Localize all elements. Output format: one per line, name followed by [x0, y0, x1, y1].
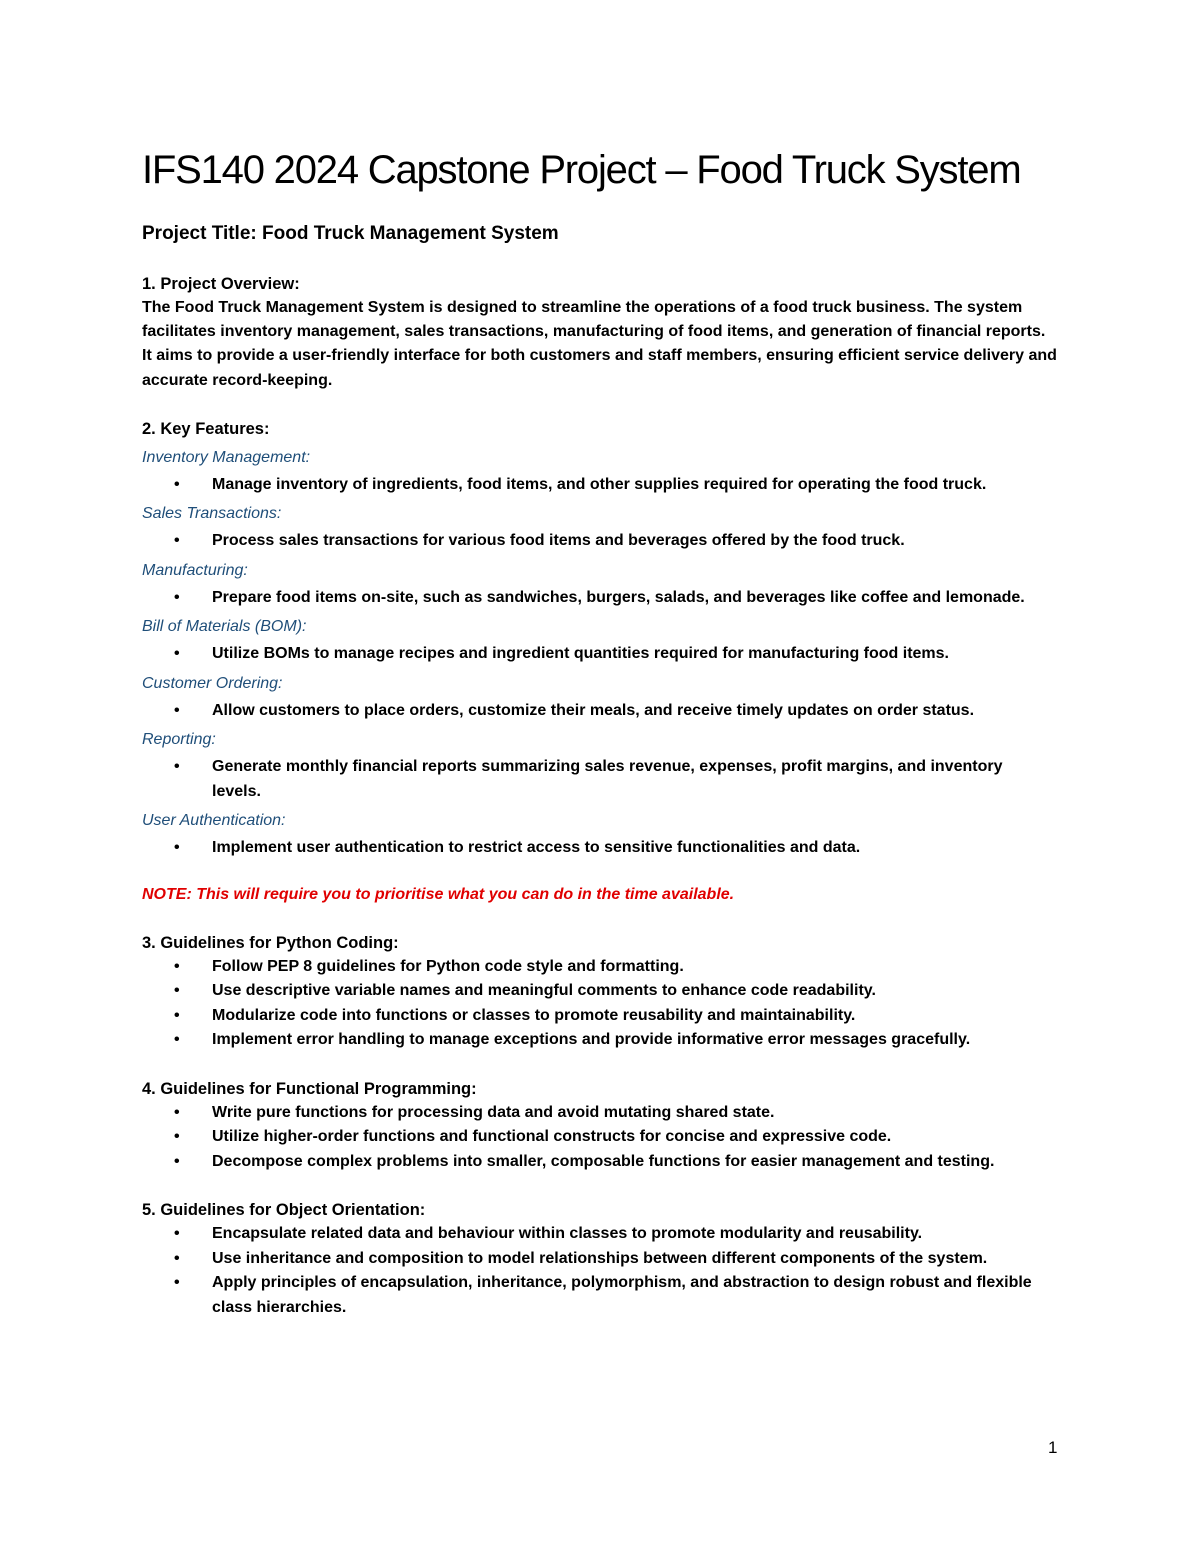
feature-label: Reporting:	[142, 731, 216, 749]
feature-customer-ordering	[142, 674, 1062, 724]
python-guidelines-list	[142, 955, 1062, 1053]
list-item	[142, 955, 1062, 980]
feature-label: Customer Ordering:	[142, 674, 283, 692]
bullet-icon: •	[174, 1274, 180, 1292]
list-item-text: Write pure functions for processing data and avoid mutating shared state.	[212, 1103, 775, 1121]
list-item	[142, 1028, 1062, 1053]
list-item-text: Modularize code into functions or classes to promote reusability and maintainability.	[212, 1006, 856, 1024]
list-item-text: Utilize higher-order functions and functional constructs for concise and expressive code.	[212, 1128, 892, 1146]
overview-text: The Food Truck Management System is designed to streamline the operations of a food truck business. The system facilitates inventory management, sales transactions, manufacturing of food items, and generation of financial reports. It aims to provide a user-friendly interface for both customers and staff members, ensuring efficient service delivery and accurate record-keeping.	[142, 299, 1057, 389]
list-item-text: Follow PEP 8 guidelines for Python code style and formatting.	[212, 957, 684, 975]
bullet-icon: •	[174, 1225, 180, 1243]
oo-guidelines-list	[142, 1222, 1062, 1320]
list-item	[142, 529, 1062, 554]
list-item-text: Decompose complex problems into smaller, composable functions for easier management and testing.	[212, 1152, 995, 1170]
list-item	[142, 1004, 1062, 1029]
functional-guidelines-heading: 4. Guidelines for Functional Programming:	[142, 1079, 477, 1098]
feature-label: Manufacturing:	[142, 561, 248, 579]
list-item-text: Implement user authentication to restrict access to sensitive functionalities and data.	[212, 839, 861, 857]
features-heading: 2. Key Features:	[142, 419, 270, 438]
list-item	[142, 1150, 1062, 1175]
bullet-icon: •	[174, 701, 180, 719]
oo-guidelines-heading: 5. Guidelines for Object Orientation:	[142, 1201, 426, 1220]
feature-inventory	[142, 448, 1062, 498]
bullet-icon: •	[174, 982, 180, 1000]
list-item	[142, 642, 1062, 667]
feature-bom	[142, 617, 1062, 667]
project-title: Project Title: Food Truck Management System	[142, 223, 559, 244]
list-item-text: Encapsulate related data and behaviour within classes to promote modularity and reusability.	[212, 1225, 923, 1243]
bullet-icon: •	[174, 1249, 180, 1267]
list-item-text: Manage inventory of ingredients, food items, and other supplies required for operating the food truck.	[212, 475, 987, 493]
functional-guidelines-list	[142, 1101, 1062, 1175]
bullet-icon: •	[174, 588, 180, 606]
feature-user-auth	[142, 811, 1062, 861]
list-item	[142, 755, 1052, 804]
python-guidelines-heading: 3. Guidelines for Python Coding:	[142, 933, 399, 952]
list-item-text: Apply principles of encapsulation, inheritance, polymorphism, and abstraction to design robust and flexible class hierarchies.	[212, 1274, 1032, 1316]
list-item	[142, 1247, 1062, 1272]
list-item	[142, 979, 1062, 1004]
list-item-text: Use inheritance and composition to model relationships between different components of the system.	[212, 1249, 988, 1267]
priority-note: NOTE: This will require you to prioritise what you can do in the time available.	[142, 885, 735, 903]
bullet-icon: •	[174, 475, 180, 493]
bullet-icon: •	[174, 645, 180, 663]
list-item-text: Generate monthly financial reports summarizing sales revenue, expenses, profit margins, and inventory levels.	[212, 758, 1003, 800]
list-item	[142, 1125, 1062, 1150]
bullet-icon: •	[174, 1152, 180, 1170]
feature-reporting	[142, 730, 1062, 804]
feature-label: Sales Transactions:	[142, 505, 282, 523]
overview-heading: 1. Project Overview:	[142, 275, 300, 293]
list-item-text: Implement error handling to manage exceptions and provide informative error messages gracefully.	[212, 1031, 971, 1049]
bullet-icon: •	[174, 957, 180, 975]
list-item	[142, 473, 1062, 498]
list-item-text: Process sales transactions for various food items and beverages offered by the food truck.	[212, 532, 905, 550]
bullet-icon: •	[174, 1103, 180, 1121]
list-item	[142, 1101, 1062, 1126]
page-number: 1	[1048, 1438, 1058, 1457]
list-item-text: Prepare food items on-site, such as sandwiches, burgers, salads, and beverages like coffee and lemonade.	[212, 588, 1025, 606]
feature-label: User Authentication:	[142, 812, 286, 830]
list-item	[142, 1271, 1052, 1320]
list-item	[142, 586, 1062, 611]
document-content	[142, 150, 1062, 1320]
feature-label: Bill of Materials (BOM):	[142, 618, 307, 636]
bullet-icon: •	[174, 839, 180, 857]
list-item-text: Utilize BOMs to manage recipes and ingredient quantities required for manufacturing food items.	[212, 645, 949, 663]
bullet-icon: •	[174, 758, 180, 776]
list-item-text: Allow customers to place orders, customize their meals, and receive timely updates on order status.	[212, 701, 975, 719]
list-item	[142, 699, 1062, 724]
list-item-text: Use descriptive variable names and meaningful comments to enhance code readability.	[212, 982, 876, 1000]
document-title: IFS140 2024 Capstone Project – Food Truck System	[142, 148, 1021, 192]
feature-sales	[142, 504, 1062, 554]
feature-manufacturing	[142, 561, 1062, 611]
list-item	[142, 1222, 1062, 1247]
bullet-icon: •	[174, 1006, 180, 1024]
bullet-icon: •	[174, 1031, 180, 1049]
bullet-icon: •	[174, 1128, 180, 1146]
feature-label: Inventory Management:	[142, 448, 311, 466]
list-item	[142, 836, 1062, 861]
bullet-icon: •	[174, 532, 180, 550]
